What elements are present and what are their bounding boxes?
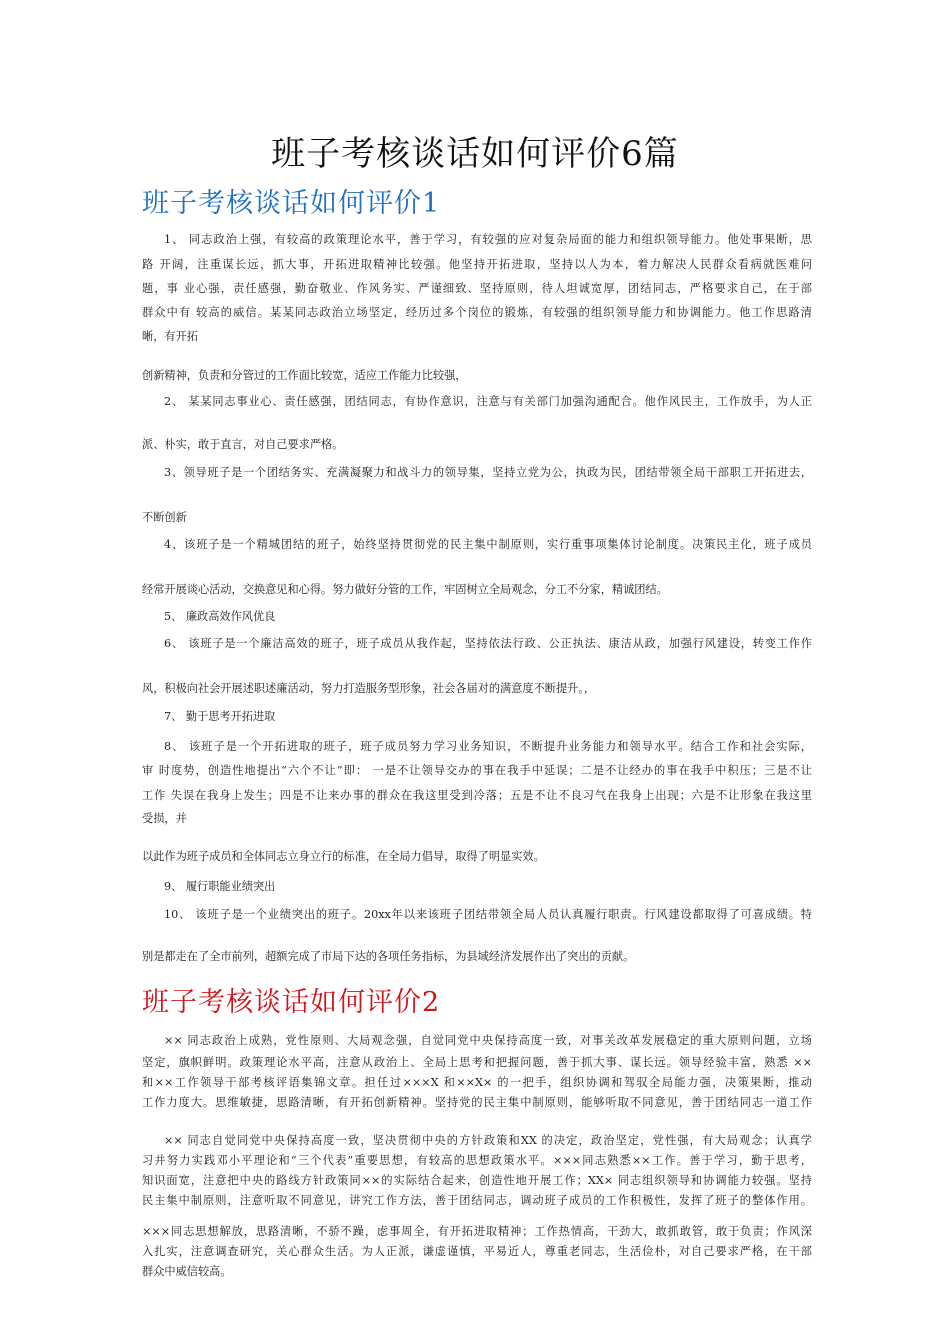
s1-line-13: 5、 廉政高效作风优良	[164, 610, 276, 623]
s2-line-11: 群众中威信较高。	[142, 1265, 232, 1278]
s1-line-22: 9、 履行职能业绩突出	[164, 880, 276, 893]
s2-line-1: ×× 同志政治上成熟，党性原则、大局观念强，自觉同党中央保持高度一致，对事关改革发展稳定的重大原则问题，立场	[164, 1034, 812, 1047]
s1-line-7: 2、 某某同志事业心、责任感强，团结同志，有协作意识，注意与有关部门加强沟通配合。他作风民主，工作放手，为人正	[164, 395, 812, 408]
section-2-heading: 班子考核谈话如何评价2	[142, 987, 441, 1018]
s2-line-9: ×××同志思想解放，思路清晰，不骄不躁，虑事周全，有开拓进取精神；工作热情高，干劲大，敢抓敢管，敢于负责；作风深	[142, 1225, 812, 1238]
s1-line-1: 1、 同志政治上强，有较高的政策理论水平，善于学习，有较强的应对复杂局面的能力和组织领导能力。他处事果断，思	[164, 233, 812, 246]
s2-line-6: 习并努力实践邓小平理论和“三个代表”重要思想，有较高的思想政策水平。×××同志熟悉××工作。善于学习，勤于思考，	[142, 1154, 812, 1167]
s2-line-2: 坚定，旗帜鲜明。政策理论水平高，注意从政治上、全局上思考和把握问题，善于抓大事、谋长远。领导经验丰富，熟悉 ××	[142, 1056, 812, 1069]
s1-line-6: 创新精神，负责和分管过的工作面比较宽，适应工作能力比较强，	[142, 369, 467, 382]
s1-line-5: 晰，有开拓	[142, 330, 198, 343]
s1-line-24: 别是都走在了全市前列，超额完成了市局下达的各项任务指标，为县域经济发展作出了突出的贡献。	[142, 950, 635, 963]
s1-line-4: 群众中有 较高的威信。某某同志政治立场坚定，经历过多个岗位的锻炼，有较强的组织领导能力和协调能力。他工作思路清	[142, 306, 812, 319]
s2-line-3: 和××工作领导干部考核评语集锦文章。担任过×××X 和××X× 的一把手，组织协调和驾驭全局能力强，决策果断，推动	[142, 1076, 812, 1089]
s2-line-5: ×× 同志自觉同党中央保持高度一致，坚决贯彻中央的方针政策和XX 的决定，政治坚定，党性强，有大局观念；认真学	[164, 1134, 812, 1147]
s1-line-17: 8、 该班子是一个开拓进取的班子，班子成员努力学习业务知识，不断提升业务能力和领导水平。结合工作和社会实际，	[164, 740, 812, 753]
s1-line-23: 10、 该班子是一个业绩突出的班子。20xx年以来该班子团结带领全局人员认真履行职责。行风建设都取得了可喜成绩。特	[164, 908, 812, 921]
s1-line-8: 派、朴实，敢于直言，对自己要求严格。	[142, 438, 344, 451]
document-title: 班子考核谈话如何评价6篇	[271, 134, 679, 174]
s1-line-9: 3、领导班子是一个团结务实、充满凝聚力和战斗力的领导集，坚持立党为公，执政为民，团结带领全局干部职工开拓进去，	[164, 466, 812, 479]
s1-line-16: 7、 勤于思考开拓进取	[164, 710, 276, 723]
s2-line-10: 入扎实，注意调查研究，关心群众生活。为人正派，谦虚谨慎，平易近人，尊重老同志，生活俭朴，对自己要求严格，在干部	[142, 1245, 812, 1258]
s2-line-8: 民主集中制原则，注意听取不同意见，讲究工作方法，善于团结同志，调动班子成员的工作积极性，发挥了班子的整体作用。	[142, 1194, 812, 1207]
s2-line-4: 工作力度大。思维敏捷，思路清晰，有开拓创新精神。坚持党的民主集中制原则，能够听取不同意见，善于团结同志一道工作	[142, 1096, 812, 1109]
s1-line-12: 经常开展谈心活动，交换意见和心得。努力做好分管的工作，牢固树立全局观念，分工不分家，精诚团结。	[142, 583, 668, 596]
s1-line-15: 风，积极向社会开展述职述廉活动，努力打造服务型形象，社会各届对的满意度不断提升。，	[142, 682, 596, 695]
s2-line-7: 知识面宽，注意把中央的路线方针政策同××的实际结合起来，创造性地开展工作；XX× 同志组织领导和协调能力较强。坚持	[142, 1174, 812, 1187]
s1-line-21: 以此作为班子成员和全体同志立身立行的标准，在全局力倡导，取得了明显实效。	[142, 850, 545, 863]
s1-line-20: 受损，并	[142, 812, 187, 825]
section-1-heading: 班子考核谈话如何评价1	[142, 188, 441, 219]
s1-line-3: 题，事 业心强，责任感强，勤奋敬业、作风务实、严谨细致、坚持原则，待人坦诚宽厚，团结同志，严格要求自己，在于部	[142, 282, 812, 295]
s1-line-19: 工作 失误在我身上发生；四是不让来办事的群众在我这里受到冷落；五是不让不良习气在我身上出现；六是不让形象在我这里	[142, 789, 812, 802]
s1-line-10: 不断创新	[142, 511, 187, 524]
s1-line-11: 4、该班子是一个精城团结的班子，始终坚持贯彻党的民主集中制原则，实行重事项集体讨论制度。决策民主化，班子成员	[164, 538, 812, 551]
s1-line-18: 审 时度势，创造性地提出“六个不让”即： 一是不让领导交办的事在我手中延误；二是不让经办的事在我手中积压；三是不让	[142, 764, 812, 777]
s1-line-2: 路 开阔，注重谋长远，抓大事，开拓进取精神比较强。他坚持开拓进取，坚持以人为本，着力解决人民群众看病就医难问	[142, 258, 812, 271]
s1-line-14: 6、 该班子是一个廉洁高效的班子，班子成员从我作起，坚持依法行政、公正执法、康洁从政，加强行风建设，转变工作作	[164, 637, 812, 650]
